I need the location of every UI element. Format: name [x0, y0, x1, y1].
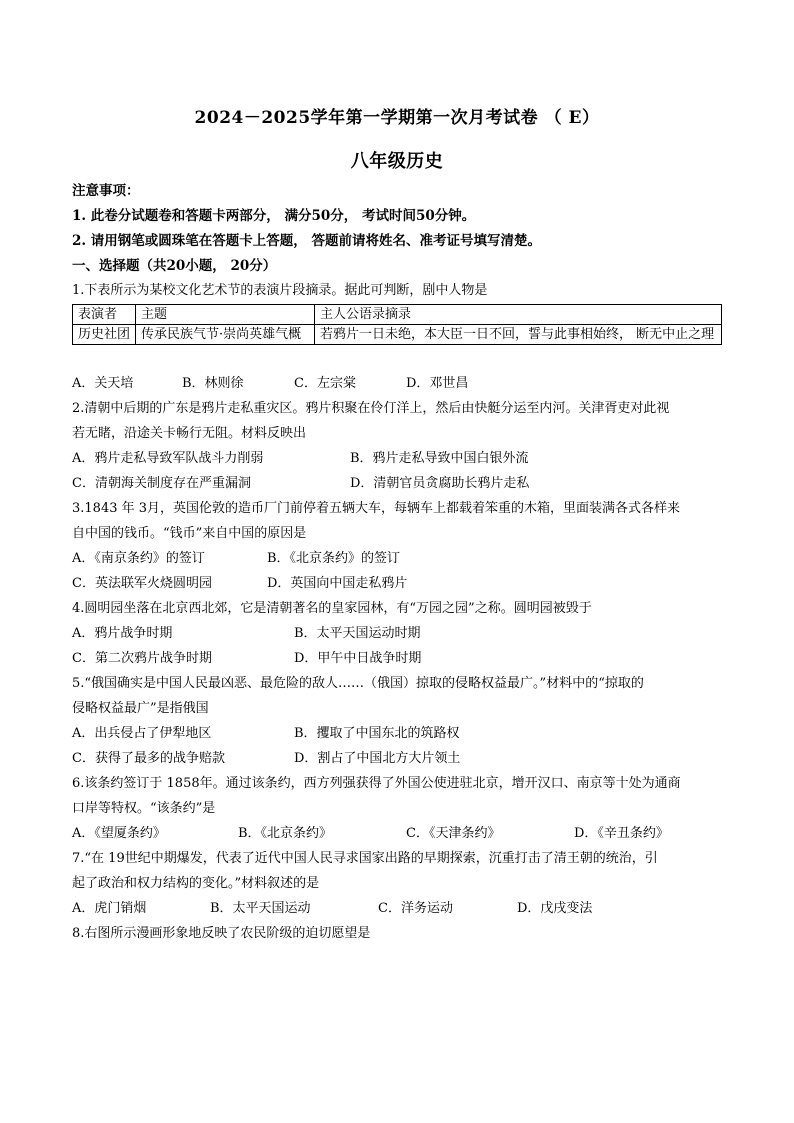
option-b: B．《北京条约》的签订: [267, 551, 401, 566]
option-b: B．林则徐: [182, 376, 244, 391]
option-a: A．鸦片战争时期: [72, 626, 173, 641]
option-d: D．戊戌变法: [517, 901, 593, 916]
option-c: C．获得了最多的战争赔款: [72, 751, 225, 766]
question-3-stem-line-1: 3.1843 年 3月，英国伦敦的造币厂门前停着五辆大车，每辆车上都载着笨重的木箱，里面装满各式各样来: [72, 501, 681, 516]
table-row: [73, 325, 722, 345]
table-header-cell: 表演者: [73, 305, 136, 325]
option-d: D．《辛丑条约》: [574, 826, 669, 841]
exam-title: 2024－2025学年第一学期第一次月考试卷 （ E）: [194, 108, 600, 128]
option-c: C．英法联军火烧圆明园: [72, 576, 212, 591]
notes-item-1: 1. 此卷分试题卷和答题卡两部分， 满分50分， 考试时间50分钟。: [72, 208, 476, 224]
option-a: A．鸦片走私导致军队战斗力削弱: [72, 451, 264, 466]
question-1-stem: 1.下表所示为某校文化艺术节的表演片段摘录。据此可判断，剧中人物是: [72, 283, 488, 298]
table-cell: 若鸦片一日未绝，本大臣一日不回，誓与此事相始终， 断无中止之理: [315, 325, 722, 345]
question-8-stem: 8.右图所示漫画形象地反映了农民阶级的迫切愿望是: [72, 926, 371, 941]
option-c: C．左宗棠: [294, 376, 356, 391]
question-5-stem-line-1: 5.“俄国确实是中国人民最凶恶、最危险的敌人……（俄国）掠取的侵略权益最广。”材料中的“掠取的: [72, 676, 644, 691]
question-2-stem-line-2: 若无睹，沿途关卡畅行无阻。材料反映出: [72, 426, 307, 441]
option-c: C．第二次鸦片战争时期: [72, 651, 212, 666]
option-d: D．割占了中国北方大片领土: [294, 751, 461, 766]
option-c: C．清朝海关制度存在严重漏洞: [72, 476, 251, 491]
exam-subtitle: 八年级历史: [350, 151, 444, 172]
question-3-stem-line-2: 自中国的钱币。“钱币”来自中国的原因是: [72, 526, 307, 541]
option-d: D．邓世昌: [406, 376, 469, 391]
table-cell: 传承民族气节·崇尚英雄气概: [136, 325, 315, 345]
option-b: B．《北京条约》: [238, 826, 333, 841]
question-7-stem-line-2: 起了政治和权力结构的变化。”材料叙述的是: [72, 876, 320, 891]
question-7-stem-line-1: 7.“在 19世纪中期爆发，代表了近代中国人民寻求国家出路的早期探索，沉重打击了清王朝的统治，引: [72, 851, 658, 866]
table-header-cell: 主题: [136, 305, 315, 325]
option-a: A．《望厦条约》: [72, 826, 166, 841]
question-4-stem: 4.圆明园坐落在北京西北郊，它是清朝著名的皇家园林，有“万园之园”之称。圆明园被毁于: [72, 601, 592, 616]
option-b: B．鸦片走私导致中国白银外流: [350, 451, 529, 466]
notes-item-2: 2. 请用钢笔或圆珠笔在答题卡上答题， 答题前请将姓名、准考证号填写清楚。: [72, 233, 541, 249]
option-d: D．清朝官员贪腐助长鸦片走私: [350, 476, 530, 491]
option-b: B．太平天国运动时期: [294, 626, 421, 641]
option-c: C．《天津条约》: [406, 826, 501, 841]
option-a: A．《南京条约》的签订: [72, 551, 205, 566]
question-2-stem-line-1: 2.清朝中后期的广东是鸦片走私重灾区。鸦片积聚在伶仃洋上，然后由快艇分运至内河。关津胥吏对此视: [72, 401, 670, 416]
section-heading: 一、选择题（共20小题， 20分）: [72, 258, 277, 274]
option-a: A．出兵侵占了伊犁地区: [72, 726, 212, 741]
notes-heading: 注意事项：: [72, 183, 140, 199]
option-a: A．虎门销烟: [72, 901, 147, 916]
question-1-table: [72, 304, 722, 345]
option-b: B．攫取了中国东北的筑路权: [294, 726, 460, 741]
option-d: D．英国向中国走私鸦片: [267, 576, 408, 591]
option-a: A．关天培: [72, 376, 134, 391]
table-header-cell: 主人公语录摘录: [315, 305, 722, 325]
option-d: D．甲午中日战争时期: [294, 651, 422, 666]
question-5-stem-line-2: 侵略权益最广”是指俄国: [72, 701, 209, 716]
option-c: C．洋务运动: [378, 901, 453, 916]
question-6-stem-line-1: 6.该条约签订于 1858年。通过该条约，西方列强获得了外国公使进驻北京，增开汉口、南京等十处为通商: [72, 776, 681, 791]
question-6-stem-line-2: 口岸等特权。“该条约”是: [72, 801, 216, 816]
option-b: B．太平天国运动: [210, 901, 311, 916]
table-cell: 历史社团: [73, 325, 136, 345]
table-header-row: [73, 305, 722, 325]
